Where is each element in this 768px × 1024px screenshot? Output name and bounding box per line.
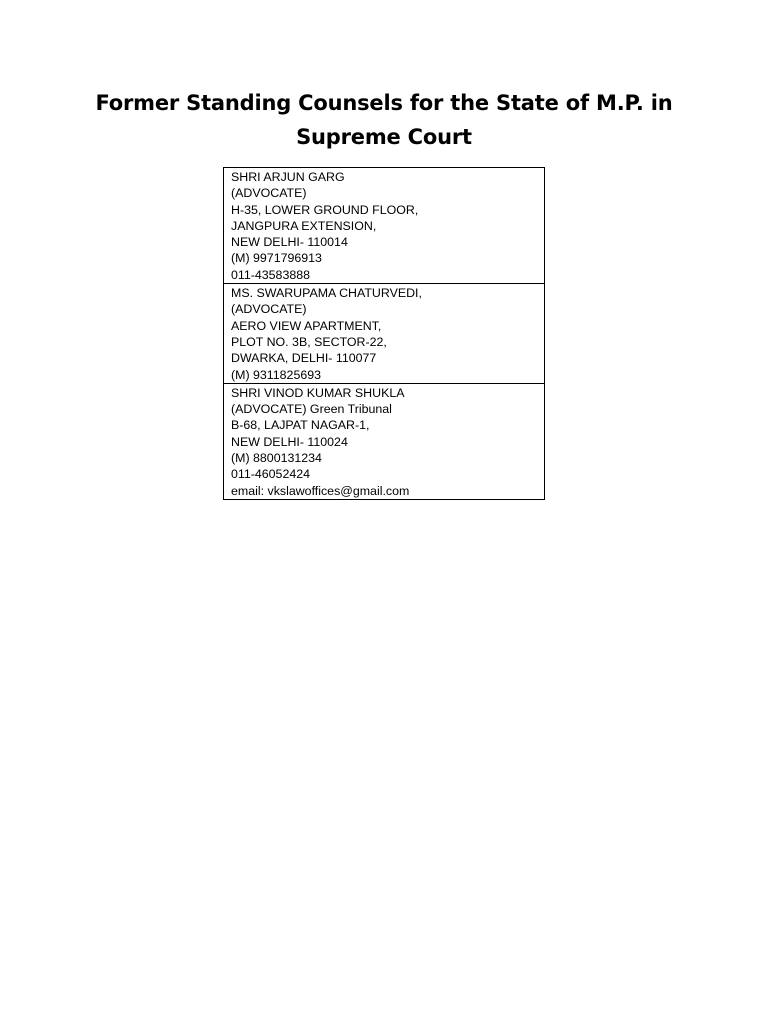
counsel-phone: 011-43583888 (231, 267, 311, 282)
counsel-mobile: (M) 9971796913 (231, 251, 322, 266)
counsel-cell-vinod-kumar-shukla (224, 383, 545, 499)
counsel-address-line: H-35, LOWER GROUND FLOOR, (231, 202, 419, 217)
counsel-address-line: JANGPURA EXTENSION, (231, 218, 377, 233)
table-row (224, 284, 545, 384)
counsel-email: email: vkslawoffices@gmail.com (231, 483, 410, 498)
table-row (224, 383, 545, 499)
counsel-address-line: B-68, LAJPAT NAGAR-1, (231, 418, 370, 433)
counsel-address-line: PLOT NO. 3B, SECTOR-22, (231, 334, 387, 349)
counsels-table (223, 167, 545, 500)
counsel-address-line: DWARKA, DELHI- 110077 (231, 351, 377, 366)
page-title-line-1: Former Standing Counsels for the State of M.P. in (95, 91, 673, 115)
table-row (224, 168, 545, 284)
page-title (84, 86, 684, 154)
counsel-address-line: NEW DELHI- 110024 (231, 434, 348, 449)
counsel-mobile: (M) 9311825693 (231, 367, 322, 382)
counsel-name: SHRI VINOD KUMAR SHUKLA (231, 385, 405, 400)
counsel-name: SHRI ARJUN GARG (231, 170, 345, 184)
counsel-designation: (ADVOCATE) Green Tribunal (231, 402, 392, 417)
counsel-address-line: AERO VIEW APARTMENT, (231, 318, 382, 333)
counsel-mobile: (M) 8800131234 (231, 451, 322, 466)
counsel-cell-arjun-garg (224, 168, 545, 284)
counsel-designation: (ADVOCATE) (231, 186, 307, 201)
page-title-line-2: Supreme Court (296, 125, 472, 149)
counsel-cell-swarupama-chaturvedi (224, 284, 545, 384)
counsel-designation: (ADVOCATE) (231, 302, 307, 317)
counsel-phone: 011-46052424 (231, 467, 311, 482)
counsel-address-line: NEW DELHI- 110014 (231, 235, 348, 250)
counsel-name: MS. SWARUPAMA CHATURVEDI, (231, 286, 422, 301)
